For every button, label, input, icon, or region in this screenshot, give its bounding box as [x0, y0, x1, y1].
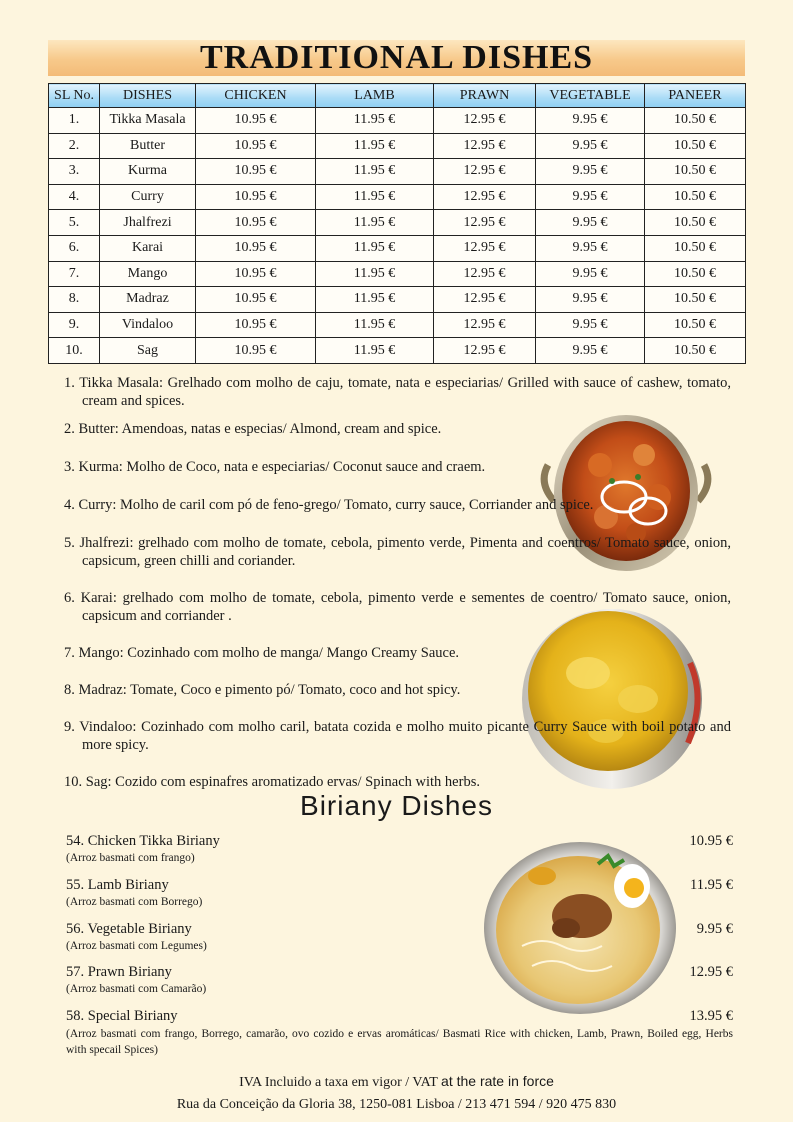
table-row: [49, 312, 746, 338]
table-cell: 12.95 €: [434, 108, 536, 134]
table-cell: 10.95 €: [196, 338, 316, 364]
table-cell: 11.95 €: [316, 261, 434, 287]
table-cell: Vindaloo: [100, 312, 196, 338]
table-cell: Jhalfrezi: [100, 210, 196, 236]
table-cell: 10.50 €: [645, 261, 746, 287]
table-cell: 12.95 €: [434, 235, 536, 261]
biriany-subtitle: (Arroz basmati com Borrego): [66, 896, 203, 908]
table-cell: 11.95 €: [316, 159, 434, 185]
biriany-item-54: [66, 832, 733, 865]
table-cell: 11.95 €: [316, 210, 434, 236]
table-row: [49, 235, 746, 261]
table-cell: 9.95 €: [536, 235, 645, 261]
biriany-price: 11.95 €: [690, 877, 733, 893]
description-item: 5. Jhalfrezi: grelhado com molho de tomate, cebola, pimento verde, Pimenta and coentros/ Tomato sauce, onion, capsicum, green chilli and coriander.: [64, 535, 731, 569]
biriany-name: 56. Vegetable Biriany: [66, 921, 192, 937]
header-prawn: PRAWN: [434, 84, 536, 108]
header-chicken: CHICKEN: [196, 84, 316, 108]
biriany-subtitle: (Arroz basmati com Camarão): [66, 983, 207, 995]
header-paneer: PANEER: [645, 84, 746, 108]
table-cell: 9.95 €: [536, 210, 645, 236]
table-cell: 11.95 €: [316, 287, 434, 313]
biriany-price: 13.95 €: [689, 1008, 733, 1024]
table-row: [49, 159, 746, 185]
table-cell: 12.95 €: [434, 184, 536, 210]
table-cell: 10.50 €: [645, 338, 746, 364]
description-item: 9. Vindaloo: Cozinhado com molho caril, batata cozida e molho muito picante Curry Sauce with boil potato and more spicy.: [64, 719, 731, 753]
table-cell: 12.95 €: [434, 312, 536, 338]
description-item: 1. Tikka Masala: Grelhado com molho de caju, tomate, nata e especiarias/ Grilled with sauce of cashew, tomato, cream and spices.: [64, 375, 731, 409]
table-cell: Sag: [100, 338, 196, 364]
table-cell: Mango: [100, 261, 196, 287]
dish-descriptions: [64, 374, 731, 791]
table-cell: 2.: [49, 133, 100, 159]
table-cell: 9.: [49, 312, 100, 338]
table-cell: Tikka Masala: [100, 108, 196, 134]
header-vegetable: VEGETABLE: [536, 84, 645, 108]
biriany-subtitle: (Arroz basmati com frango): [66, 852, 195, 864]
table-cell: 9.95 €: [536, 133, 645, 159]
biriany-item-57: [66, 963, 733, 996]
table-cell: 8.: [49, 287, 100, 313]
table-cell: 10.95 €: [196, 184, 316, 210]
table-body: [49, 108, 746, 364]
table-row: [49, 210, 746, 236]
table-cell: 9.95 €: [536, 312, 645, 338]
description-item: 6. Karai: grelhado com molho de tomate, cebola, pimento verde e sementes de coentro/ Tomato sauce, onion, capsicum and corriander .: [64, 590, 731, 624]
table-cell: 10.: [49, 338, 100, 364]
table-cell: 9.95 €: [536, 184, 645, 210]
table-cell: Butter: [100, 133, 196, 159]
biriany-name: 58. Special Biriany: [66, 1008, 178, 1024]
table-cell: 12.95 €: [434, 338, 536, 364]
header-lamb: LAMB: [316, 84, 434, 108]
table-cell: 12.95 €: [434, 261, 536, 287]
header-sl-no: SL No.: [49, 84, 100, 108]
table-cell: 11.95 €: [316, 184, 434, 210]
description-item: 2. Butter: Amendoas, natas e especias/ Almond, cream and spice.: [64, 421, 442, 437]
biriany-item-55: [66, 876, 733, 909]
biriany-name: 57. Prawn Biriany: [66, 964, 172, 980]
biriany-item-58: [66, 1007, 733, 1058]
table-row: [49, 287, 746, 313]
table-cell: 10.50 €: [645, 312, 746, 338]
title-banner: [48, 40, 745, 76]
table-row: [49, 261, 746, 287]
table-row: [49, 133, 746, 159]
biriany-name: 55. Lamb Biriany: [66, 877, 169, 893]
biriany-subtitle: (Arroz basmati com Legumes): [66, 940, 207, 952]
table-cell: 6.: [49, 235, 100, 261]
table-cell: 10.50 €: [645, 287, 746, 313]
table-cell: 7.: [49, 261, 100, 287]
table-cell: 10.95 €: [196, 312, 316, 338]
table-cell: 10.95 €: [196, 235, 316, 261]
biriany-section-title: Biriany Dishes: [300, 790, 493, 821]
table-cell: 9.95 €: [536, 338, 645, 364]
table-cell: 10.95 €: [196, 287, 316, 313]
table-row: [49, 108, 746, 134]
biriany-price: 10.95 €: [689, 833, 733, 849]
table-cell: 12.95 €: [434, 210, 536, 236]
table-cell: 10.50 €: [645, 184, 746, 210]
table-cell: 12.95 €: [434, 159, 536, 185]
table-cell: 11.95 €: [316, 338, 434, 364]
description-item: 10. Sag: Cozido com espinafres aromatizado ervas/ Spinach with herbs.: [64, 774, 480, 790]
table-header-row: [49, 84, 746, 108]
table-cell: 3.: [49, 159, 100, 185]
table-cell: 10.95 €: [196, 133, 316, 159]
table-cell: Madraz: [100, 287, 196, 313]
table-cell: 10.95 €: [196, 210, 316, 236]
table-cell: 10.50 €: [645, 133, 746, 159]
table-cell: 10.95 €: [196, 108, 316, 134]
table-row: [49, 338, 746, 364]
price-table: [48, 83, 746, 364]
table-cell: Karai: [100, 235, 196, 261]
address-line: Rua da Conceição da Gloria 38, 1250-081 Lisboa / 213 471 594 / 920 475 830: [176, 1097, 617, 1112]
description-item: 8. Madraz: Tomate, Coco e pimento pó/ Tomato, coco and hot spicy.: [64, 682, 461, 698]
biriany-name: 54. Chicken Tikka Biriany: [66, 833, 220, 849]
page-title: TRADITIONAL DISHES: [199, 39, 594, 76]
table-cell: 10.50 €: [645, 235, 746, 261]
description-item: 3. Kurma: Molho de Coco, nata e especiarias/ Coconut sauce and craem.: [64, 459, 486, 475]
table-cell: 11.95 €: [316, 108, 434, 134]
table-cell: 12.95 €: [434, 287, 536, 313]
table-cell: 9.95 €: [536, 287, 645, 313]
table-cell: 9.95 €: [536, 159, 645, 185]
table-cell: 12.95 €: [434, 133, 536, 159]
table-cell: 10.50 €: [645, 108, 746, 134]
table-cell: Curry: [100, 184, 196, 210]
table-cell: 10.95 €: [196, 159, 316, 185]
description-item: 4. Curry: Molho de caril com pó de feno-grego/ Tomato, curry sauce, Corriander and spice.: [64, 497, 594, 513]
table-cell: 10.50 €: [645, 210, 746, 236]
biriany-item-56: [66, 920, 733, 953]
vat-note-en: at the rate in force: [441, 1073, 554, 1089]
table-cell: 11.95 €: [316, 133, 434, 159]
table-cell: 10.50 €: [645, 159, 746, 185]
table-cell: 9.95 €: [536, 108, 645, 134]
table-cell: 5.: [49, 210, 100, 236]
table-row: [49, 184, 746, 210]
table-cell: 10.95 €: [196, 261, 316, 287]
table-cell: 9.95 €: [536, 261, 645, 287]
biriany-price: 9.95 €: [696, 921, 733, 937]
vat-note-pt: IVA Incluido a taxa em vigor / VAT: [239, 1075, 438, 1090]
biriany-subtitle: (Arroz basmati com frango, Borrego, camarão, ovo cozido e ervas aromáticas/ Basmati Rice with chicken, Lamb, Prawn, Boiled egg, Herbs with specail Spices): [66, 1028, 733, 1056]
table-cell: 4.: [49, 184, 100, 210]
vat-note: [0, 1073, 793, 1091]
table-cell: Kurma: [100, 159, 196, 185]
table-cell: 11.95 €: [316, 235, 434, 261]
biriany-price: 12.95 €: [689, 964, 733, 980]
table-cell: 11.95 €: [316, 312, 434, 338]
description-item: 7. Mango: Cozinhado com molho de manga/ Mango Creamy Sauce.: [64, 645, 460, 661]
table-cell: 1.: [49, 108, 100, 134]
header-dishes: DISHES: [100, 84, 196, 108]
